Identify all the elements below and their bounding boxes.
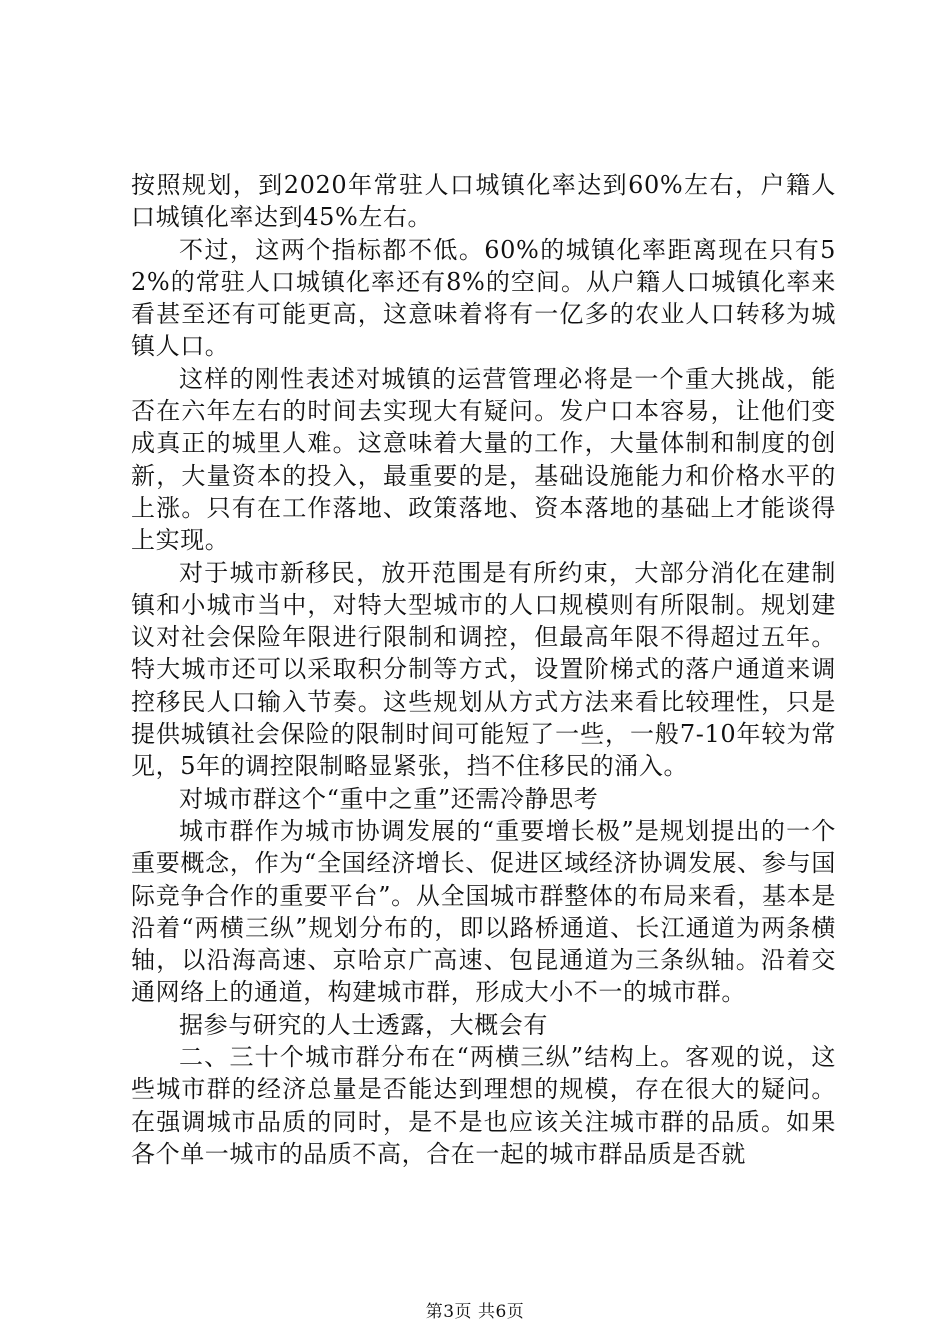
paragraph-5: 城市群作为城市协调发展的“重要增长极”是规划提出的一个重要概念，作为“全国经济增长、促进区域经济协调发展、参与国际竞争合作的重要平台”。从全国城市群整体的布局来看，基本是沿着“两横三纵”规划分布的，即以路桥通道、长江通道为两条横轴，以沿海高速、京哈京广高速、包昆通道为三条纵轴。沿着交通网络上的通道，构建城市群，形成大小不一的城市群。 (131, 816, 836, 1007)
paragraph-3: 这样的刚性表述对城镇的运营管理必将是一个重大挑战，能否在六年左右的时间去实现大有疑问。发户口本容易，让他们变成真正的城里人难。这意味着大量的工作，大量体制和制度的创新，大量资本的投入，最重要的是，基础设施能力和价格水平的上涨。只有在工作落地、政策落地、资本落地的基础上才能谈得上实现。 (131, 364, 836, 555)
paragraph-2: 不过，这两个指标都不低。60%的城镇化率距离现在只有52%的常驻人口城镇化率还有8%的空间。从户籍人口城镇化率来看甚至还有可能更高，这意味着将有一亿多的农业人口转移为城镇人口。 (131, 235, 836, 361)
page-number-footer: 第3页 共6页 (425, 1302, 525, 1322)
paragraph-4: 对于城市新移民，放开范围是有所约束，大部分消化在建制镇和小城市当中，对特大型城市的人口规模则有所限制。规划建议对社会保险年限进行限制和调控，但最高年限不得超过五年。特大城市还可以采取积分制等方式，设置阶梯式的落户通道来调控移民人口输入节奏。这些规划从方式方法来看比较理性，只是提供城镇社会保险的限制时间可能短了一些，一般7-10年较为常见，5年的调控限制略显紧张，挡不住移民的涌入。 (131, 558, 836, 781)
paragraph-6: 据参与研究的人士透露，大概会有 (179, 1010, 548, 1039)
document-body (131, 169, 836, 1170)
paragraph-1: 按照规划，到2020年常驻人口城镇化率达到60%左右，户籍人口城镇化率达到45%左右。 (131, 171, 836, 232)
section-heading: 对城市群这个“重中之重”还需冷静思考 (179, 784, 599, 813)
paragraph-7: 二、三十个城市群分布在“两横三纵”结构上。客观的说，这些城市群的经济总量是否能达到理想的规模，存在很大的疑问。在强调城市品质的同时，是不是也应该关注城市群的品质。如果各个单一城市的品质不高，合在一起的城市群品质是否就 (131, 1043, 836, 1168)
